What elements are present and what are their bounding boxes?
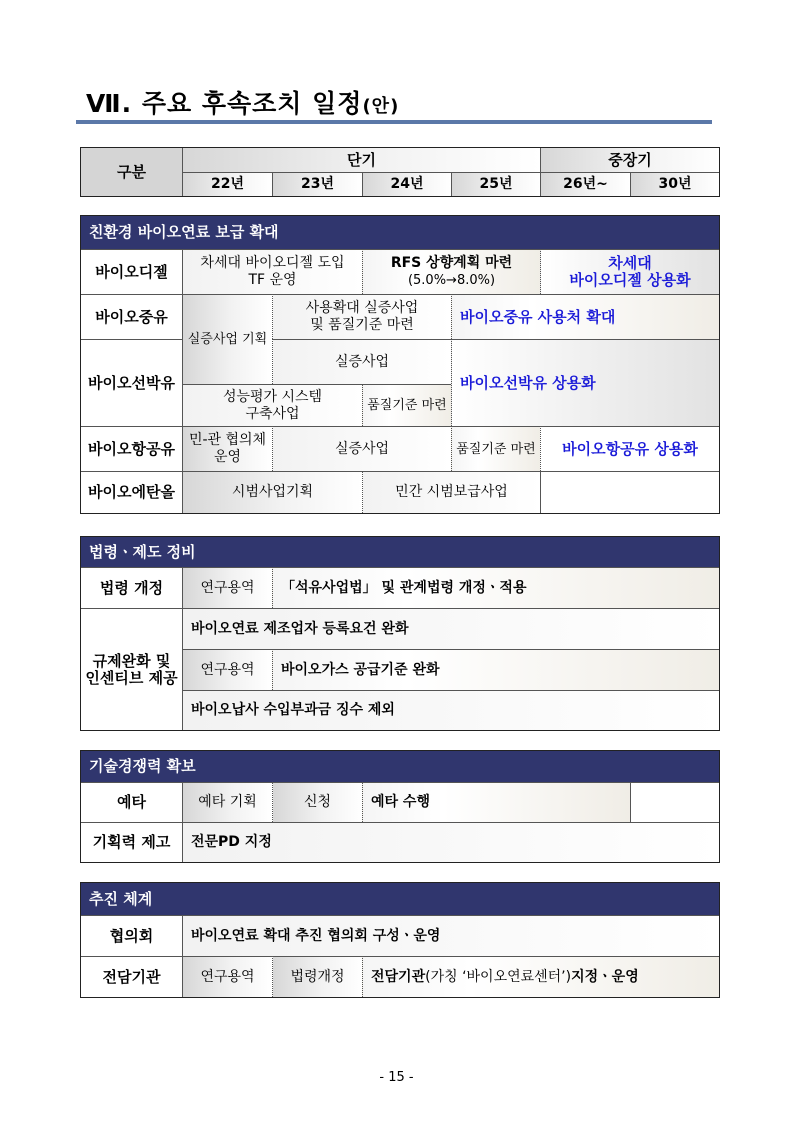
feasibility-plan: 예타 기획 — [182, 782, 272, 822]
aviation-quality-standard: 품질기준 마련 — [451, 426, 540, 471]
aviation-council — [182, 426, 272, 471]
feasibility-conduct: 예타 수행 — [362, 782, 630, 822]
deregulation-biogas: 바이오가스 공급기준 완화 — [272, 649, 719, 690]
heavy-oil-demo-line2: 및 품질기준 마련 — [310, 317, 414, 333]
biodiesel-rfs-line1: RFS 상향계획 마련 — [390, 255, 513, 271]
deregulation-label-line1: 규제완화 및 — [92, 651, 171, 670]
section-header: 기술경쟁력 확보 — [81, 751, 719, 782]
marine-eval-system — [182, 384, 362, 426]
biodiesel-tf-line2: TF 운영 — [248, 272, 297, 288]
agency-law-amend: 법령개정 — [272, 956, 362, 997]
biodiesel-commercial — [540, 249, 719, 294]
marine-commercial: 바이오선박유 상용화 — [451, 339, 719, 426]
deregulation-registration: 바이오연료 제조업자 등록요건 완화 — [182, 608, 719, 649]
section-header: 추진 체계 — [81, 883, 719, 915]
heavy-oil-expand: 바이오중유 사용처 확대 — [451, 294, 719, 339]
aviation-commercial: 바이오항공유 상용화 — [540, 426, 719, 471]
page-title — [86, 84, 399, 120]
row-label-marine-fuel: 바이오선박유 — [81, 339, 182, 426]
year-22: 22년 — [182, 172, 272, 196]
aviation-demo: 실증사업 — [272, 426, 451, 471]
row-label-ethanol: 바이오에탄올 — [81, 471, 182, 513]
row-label-biodiesel: 바이오디젤 — [81, 249, 182, 294]
row-label-heavy-oil: 바이오중유 — [81, 294, 182, 339]
title-underline — [76, 120, 712, 124]
feasibility-apply: 신청 — [272, 782, 362, 822]
marine-eval-line2: 구축사업 — [245, 405, 300, 422]
row-label-feasibility: 예타 — [81, 782, 182, 822]
ethanol-pilot-plan: 시범사업기획 — [182, 471, 362, 513]
biodiesel-commercial-line1: 차세대 — [608, 254, 652, 272]
row-label-agency: 전담기관 — [81, 956, 182, 997]
demo-planning: 실증사업 기획 — [182, 294, 272, 384]
law-amendment: 「석유사업법」 및 관계법령 개정ㆍ적용 — [272, 567, 719, 608]
aviation-council-line1: 민-관 협의체 — [188, 432, 267, 448]
aviation-council-line2: 운영 — [213, 449, 242, 465]
page-number: - 15 - — [379, 1070, 414, 1085]
ethanol-private-pilot: 민간 시범보급사업 — [362, 471, 540, 513]
biodiesel-tf — [182, 249, 362, 294]
agency-research: 연구용역 — [182, 956, 272, 997]
row-label-law-amend: 법령 개정 — [81, 567, 182, 608]
planning-pd: 전문PD 지정 — [182, 822, 719, 862]
section-header: 법령ㆍ제도 정비 — [81, 537, 719, 567]
year-26: 26년~ — [540, 172, 630, 196]
biodiesel-commercial-line2: 바이오디젤 상용화 — [569, 271, 691, 289]
mid-long-term-header: 중장기 — [540, 148, 719, 172]
deregulation-research: 연구용역 — [182, 649, 272, 690]
year-25: 25년 — [451, 172, 540, 196]
agency-designation-part2: (가칭 ‘바이오연료센터’) — [425, 968, 572, 985]
biodiesel-rfs-line2: (5.0%→8.0%) — [407, 273, 496, 288]
row-label-aviation: 바이오항공유 — [81, 426, 182, 471]
feasibility-empty — [630, 782, 719, 822]
marine-demo: 실증사업 — [272, 339, 451, 384]
page-title-main: Ⅶ. 주요 후속조치 일정 — [86, 89, 363, 118]
heavy-oil-demo-line1: 사용확대 실증사업 — [305, 300, 419, 316]
agency-designation-part3: 지정ㆍ운영 — [571, 968, 639, 985]
council-operation: 바이오연료 확대 추진 협의회 구성ㆍ운영 — [182, 915, 719, 956]
agency-designation-part1: 전담기관 — [371, 968, 426, 985]
section-header: 친환경 바이오연료 보급 확대 — [81, 216, 719, 249]
marine-eval-line1: 성능평가 시스템 — [222, 388, 323, 405]
row-label-planning: 기획력 제고 — [81, 822, 182, 862]
year-24: 24년 — [362, 172, 451, 196]
heavy-oil-demo — [272, 294, 451, 339]
agency-designation — [362, 956, 719, 997]
row-label-deregulation — [81, 608, 182, 730]
year-23: 23년 — [272, 172, 362, 196]
short-term-header: 단기 — [182, 148, 540, 172]
page-title-paren: (안) — [362, 96, 400, 117]
deregulation-naphtha: 바이오납사 수입부과금 징수 제외 — [182, 690, 719, 730]
biodiesel-tf-line1: 차세대 바이오디젤 도입 — [200, 255, 345, 271]
ethanol-empty — [540, 471, 719, 513]
row-label-council: 협의회 — [81, 915, 182, 956]
category-header: 구분 — [81, 148, 182, 196]
biodiesel-rfs — [362, 249, 540, 294]
year-30: 30년 — [630, 172, 719, 196]
deregulation-label-line2: 인센티브 제공 — [85, 668, 178, 687]
law-research: 연구용역 — [182, 567, 272, 608]
marine-quality-standard: 품질기준 마련 — [362, 384, 451, 426]
